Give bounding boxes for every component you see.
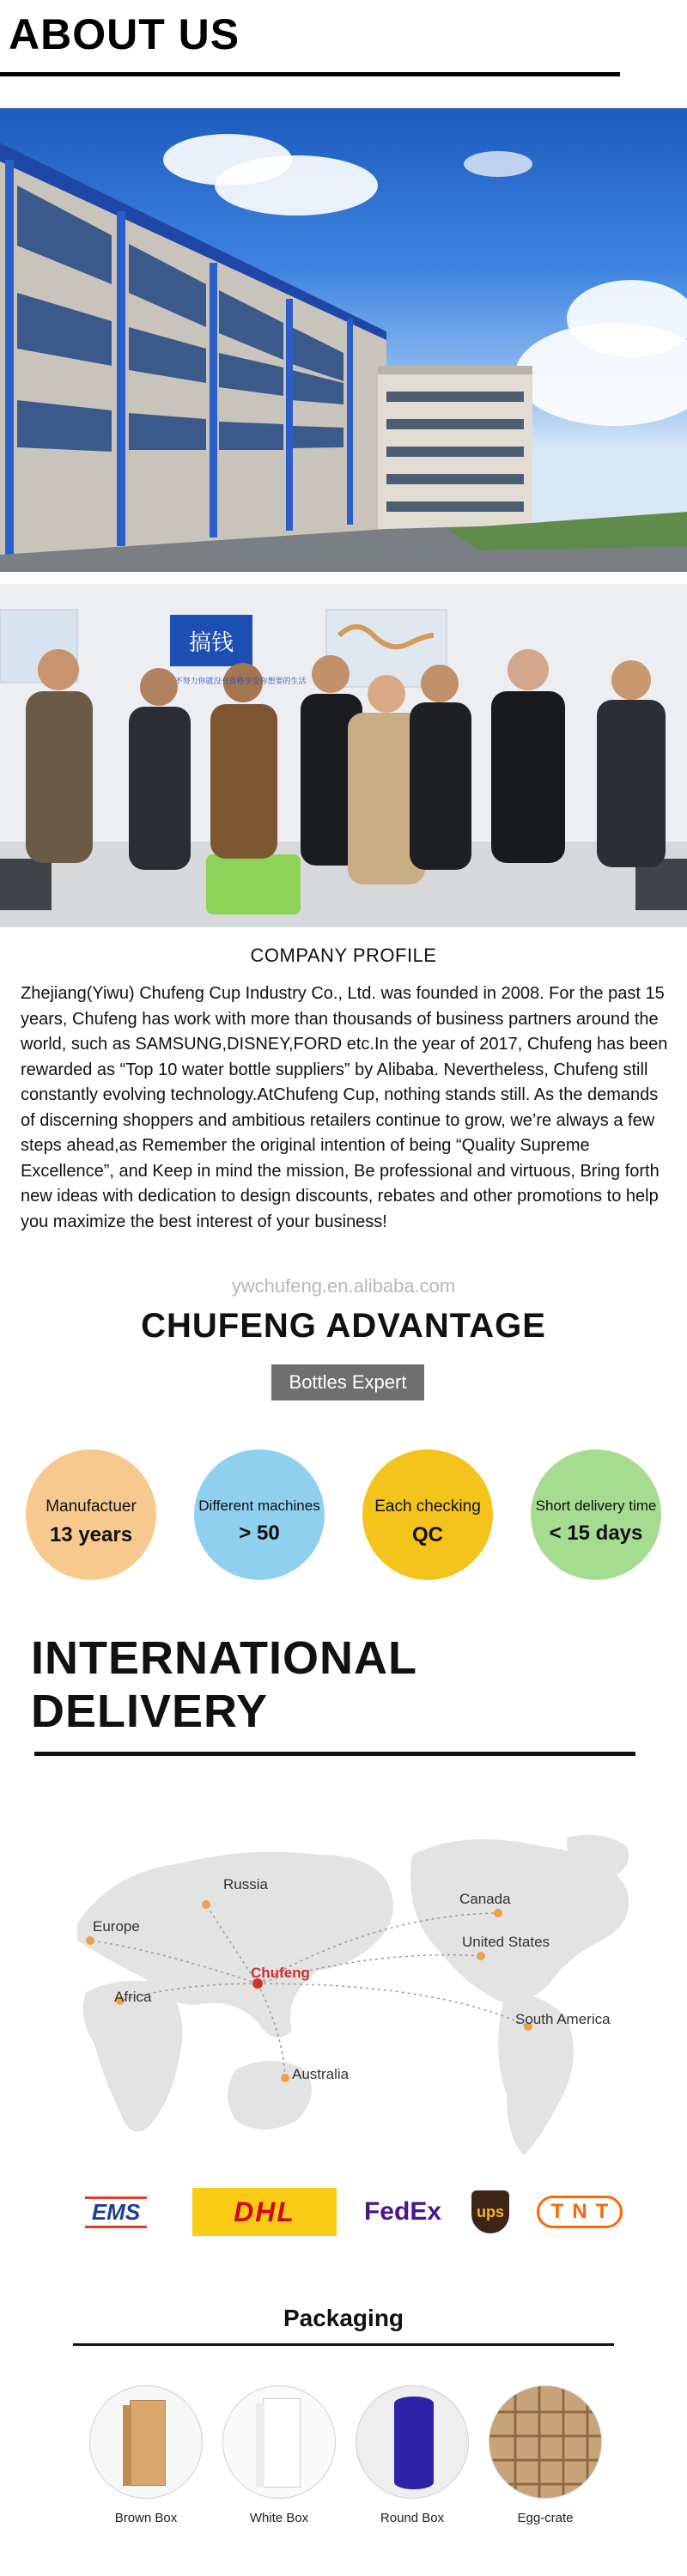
map-label-united-states: United States	[462, 1934, 550, 1950]
page-title: ABOUT US	[9, 10, 240, 58]
advantage-label: Different machines	[198, 1498, 320, 1514]
ems-logo-text: EMS	[85, 2196, 147, 2228]
advantage-title: CHUFENG ADVANTAGE	[141, 1307, 546, 1345]
advantage-value: < 15 days	[549, 1522, 643, 1545]
team-sign-text: 搞钱	[188, 630, 234, 656]
world-delivery-map	[52, 1820, 653, 2164]
title-underline	[0, 72, 620, 76]
map-label-australia: Australia	[292, 2066, 350, 2082]
packaging-round-box	[352, 2385, 472, 2549]
team-banner-text: 不努力你就没有资格享受你想要的生活	[174, 677, 307, 686]
tnt-logo	[532, 2188, 627, 2236]
ups-logo-text: ups	[471, 2190, 509, 2233]
packaging-white-box	[219, 2385, 339, 2549]
egg-crate-image	[489, 2385, 602, 2499]
round-box-image	[356, 2385, 469, 2499]
advantage-qc	[362, 1449, 493, 1580]
dhl-logo	[192, 2188, 337, 2236]
advantage-value: > 50	[239, 1522, 280, 1545]
map-label-canada: Canada	[459, 1891, 511, 1907]
advantage-manufacturer	[26, 1449, 156, 1580]
advantage-label: Manufactuer	[46, 1498, 137, 1516]
packaging-label: Brown Box	[114, 2511, 178, 2525]
carrier-logos	[0, 2188, 687, 2239]
advantage-label: Each checking	[374, 1498, 481, 1516]
map-label-hub: Chufeng	[251, 1965, 310, 1981]
ups-logo	[471, 2188, 510, 2236]
factory-building-photo	[0, 108, 687, 572]
dhl-logo-text: DHL	[234, 2196, 295, 2227]
fedex-logo-text: FedEx	[363, 2197, 442, 2226]
advantage-value: 13 years	[49, 1523, 133, 1546]
store-watermark: ywchufeng.en.alibaba.com	[231, 1275, 456, 1297]
advantage-delivery-time	[531, 1449, 661, 1580]
team-illustration	[0, 584, 687, 927]
ems-logo	[60, 2188, 172, 2236]
map-label-south-america: South America	[515, 2011, 611, 2027]
map-label-russia: Russia	[223, 1876, 268, 1893]
packaging-label: Egg-crate	[517, 2511, 574, 2525]
packaging-title: Packaging	[283, 2305, 404, 2331]
map-label-europe: Europe	[93, 1918, 140, 1935]
white-box-image	[222, 2385, 336, 2499]
advantage-machines	[194, 1449, 325, 1580]
company-profile-heading: COMPANY PROFILE	[250, 945, 437, 966]
building-illustration	[0, 108, 687, 572]
company-profile-paragraph: Zhejiang(Yiwu) Chufeng Cup Industry Co., Ltd. was founded in 2008. For the past 15 years, Chufeng has work with more than thousands of business partners around the world, such as SAMSUNG,DISNEY,FORD etc.In the year of 2017, Chufeng has been rewarded as “Top 10 water bottle suppliers” by Alibaba. Nevertheless, Chufeng still constantly evolving technology.AtChufeng Cup, nothing stands still. As the demands of discerning shoppers and ambitious retailers continue to grow, we’re always a few steps ahead,as Remember the original intention of being “Quality Supreme Excellence”, and Keep in mind the mission, Be professional and virtuous, Bring forth new ideas with dedication to design discounts, rebates and other promotions to help you maximize the best interest of your business!	[21, 984, 668, 1231]
egg-crate-grid	[489, 2386, 602, 2499]
international-delivery-title	[31, 1631, 417, 1738]
bottles-expert-badge: Bottles Expert	[271, 1364, 424, 1400]
advantage-value: QC	[412, 1523, 443, 1546]
packaging-egg-crate	[485, 2385, 605, 2549]
team-photo	[0, 584, 687, 927]
title-line-1: INTERNATIONAL	[31, 1632, 417, 1684]
map-label-africa: Africa	[114, 1989, 152, 2005]
packaging-underline	[73, 2343, 614, 2346]
tnt-logo-text: TNT	[537, 2196, 623, 2228]
fedex-logo	[356, 2188, 450, 2236]
advantage-label: Short delivery time	[535, 1498, 657, 1514]
delivery-underline	[34, 1752, 635, 1756]
packaging-label: Round Box	[380, 2511, 445, 2525]
packaging-label: White Box	[249, 2511, 309, 2525]
title-line-2: DELIVERY	[31, 1686, 269, 1737]
brown-box-image	[89, 2385, 203, 2499]
packaging-brown-box	[86, 2385, 206, 2549]
